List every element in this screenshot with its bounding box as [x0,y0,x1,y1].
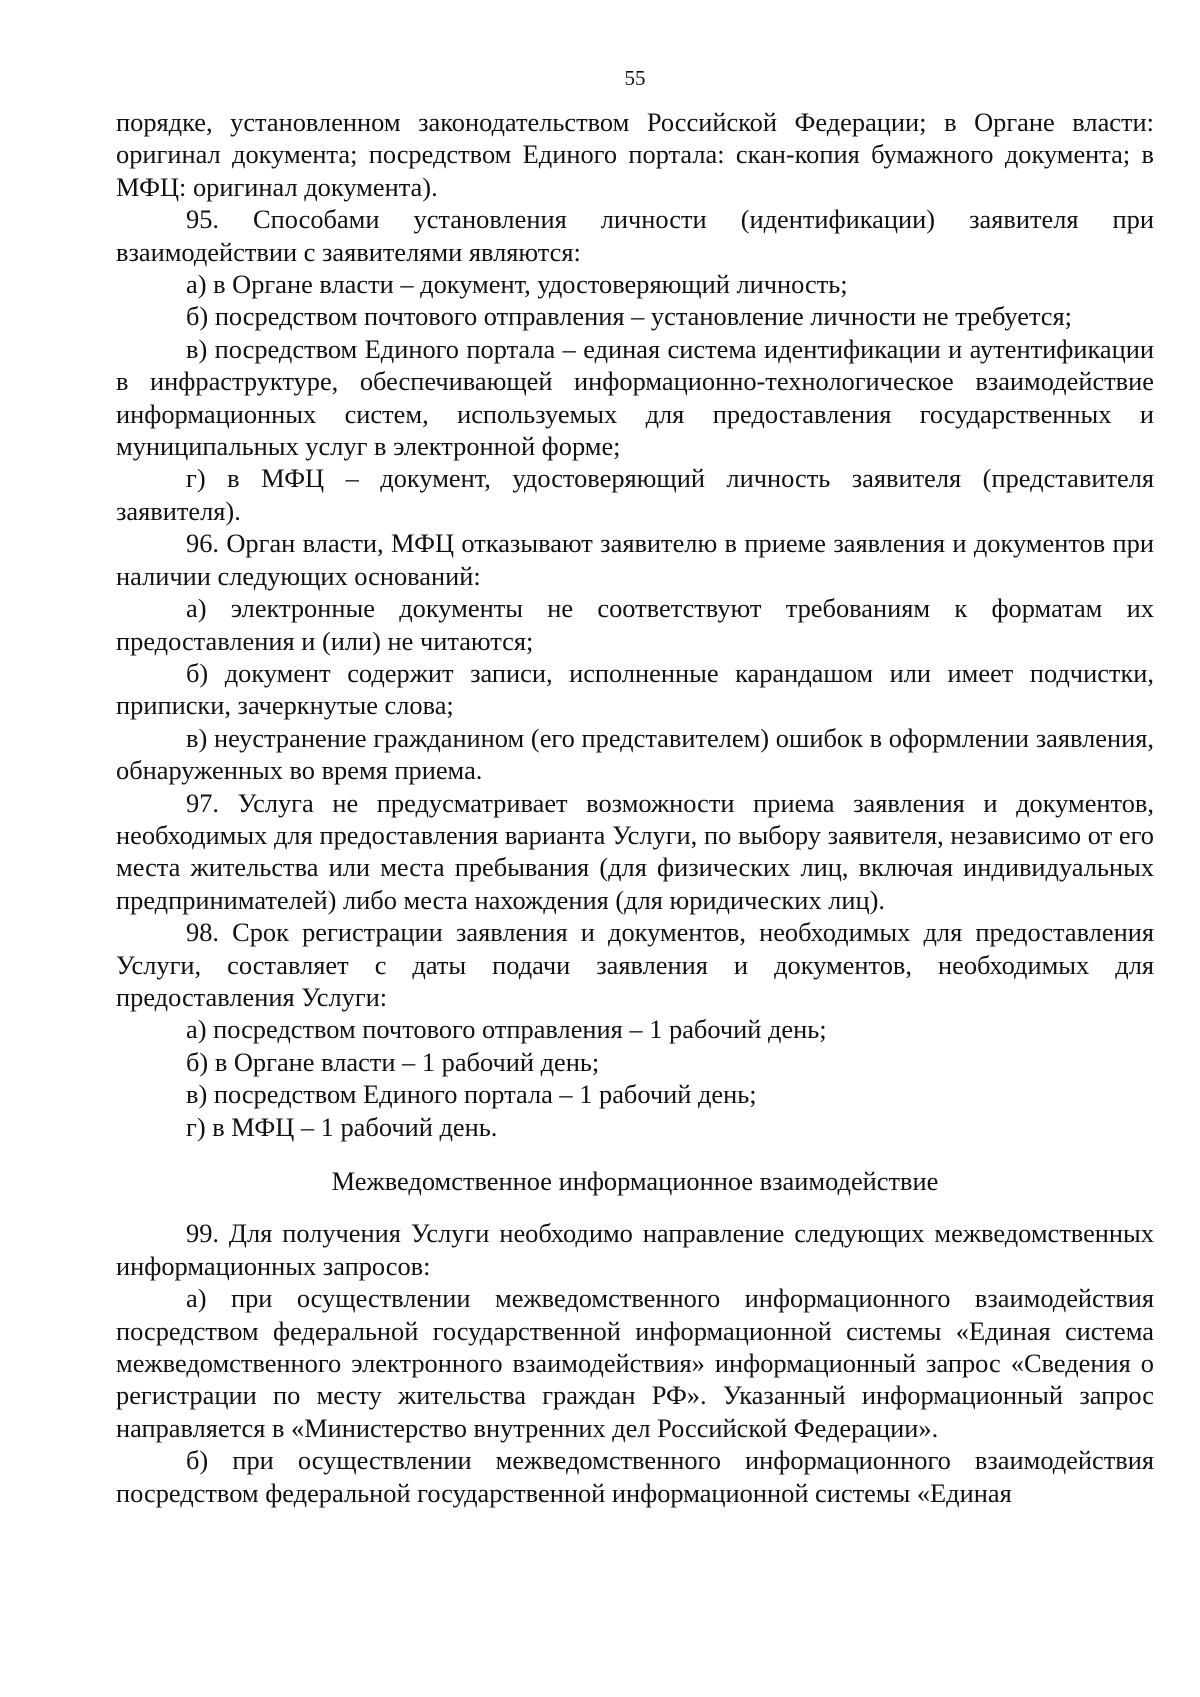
paragraph: 98. Срок регистрации заявления и документов, необходимых для предоставления Услуги, составляет с даты подачи заявления и документов, необходимых для предоставления Услуги: [116,917,1154,1012]
paragraph: а) электронные документы не соответствуют требованиям к форматам их предоставления и (или) не читаются; [116,593,1154,656]
body-after-heading [116,1217,1154,1509]
paragraph: в) неустранение гражданином (его представителем) ошибок в оформлении заявления, обнаруженных во время приема. [116,722,1154,786]
paragraph: а) в Органе власти – документ, удостоверяющий личность; [186,269,848,300]
paragraph: б) при осуществлении межведомственного информационного взаимодействия посредством федеральной государственной информационной системы «Единая [116,1445,1154,1508]
body-before-heading [116,106,1154,1143]
paragraph: г) в МФЦ – документ, удостоверяющий личность заявителя (представителя заявителя). [116,463,1154,526]
page-number: 55 [624,66,646,90]
paragraph: 95. Способами установления личности (идентификации) заявителя при взаимодействии с заявителями являются: [116,204,1154,267]
document-page [116,64,1154,1509]
paragraph: б) документ содержит записи, исполненные карандашом или имеет подчистки, приписки, зачеркнутые слова; [116,657,1154,721]
paragraph: а) при осуществлении межведомственного информационного взаимодействия посредством федеральной государственной информационной системы «Единая система межведомственного электронного взаимодействия» информационный запрос «Сведения о регистрации по месту жительства граждан РФ». Указанный информационный запрос направляется в «Министерство внутренних дел Российской Федерации». [116,1283,1154,1443]
paragraph: а) посредством почтового отправления – 1 рабочий день; [186,1014,827,1045]
section-heading: Межведомственное информационное взаимодействие [331,1166,939,1196]
paragraph: в) посредством Единого портала – 1 рабочий день; [186,1079,757,1110]
paragraph: в) посредством Единого портала – единая система идентификации и аутентификации в инфраструктуре, обеспечивающей информационно-технологическое взаимодействие информационных систем, используемых для предоставления государственных и муниципальных услуг в электронной форме; [116,333,1154,462]
paragraph: 99. Для получения Услуги необходимо направление следующих межведомственных информационных запросов: [116,1218,1154,1281]
paragraph: порядке, установленном законодательством Российской Федерации; в Органе власти: оригинал документа; посредством Единого портала: скан-копия бумажного документа; в МФЦ: оригинал документа). [116,107,1154,202]
paragraph: 97. Услуга не предусматривает возможности приема заявления и документов, необходимых для предоставления варианта Услуги, по выбору заявителя, независимо от его места жительства или места пребывания (для физических лиц, включая индивидуальных предпринимателей) либо места нахождения (для юридических лиц). [116,787,1154,915]
paragraph: г) в МФЦ – 1 рабочий день. [186,1111,498,1142]
paragraph: 96. Орган власти, МФЦ отказывают заявителю в приеме заявления и документов при наличии следующих оснований: [116,528,1154,591]
paragraph: б) в Органе власти – 1 рабочий день; [186,1046,600,1077]
paragraph: б) посредством почтового отправления – установление личности не требуется; [186,301,1072,332]
